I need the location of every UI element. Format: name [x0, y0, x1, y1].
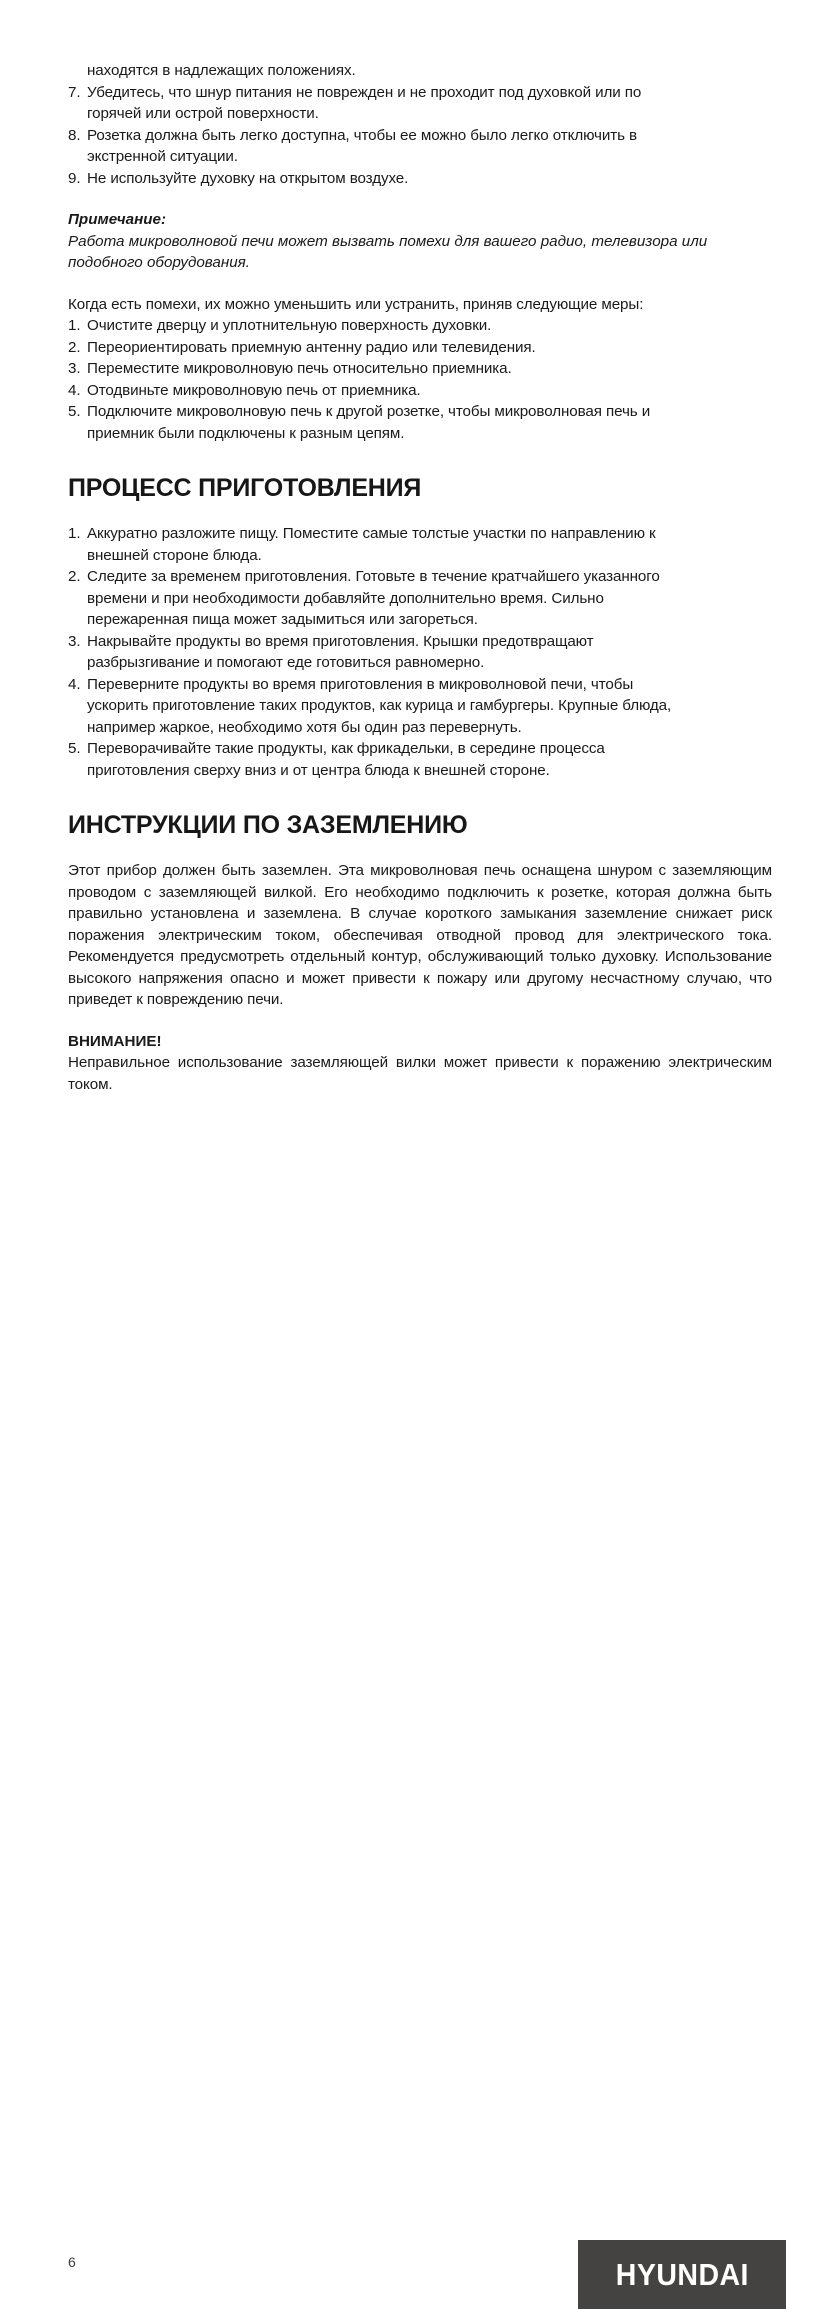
spacer [68, 503, 772, 523]
list-item-line: Переместите микроволновую печь относительно приемника. [87, 360, 512, 377]
note-body-line: подобного оборудования. [68, 254, 250, 271]
list-marker: 9. [68, 169, 81, 187]
list-marker: 3. [68, 360, 81, 377]
list-item [68, 125, 772, 168]
list-item [68, 631, 772, 674]
safety-numbered-list [68, 82, 772, 190]
list-marker: 1. [68, 525, 81, 542]
list-marker: 5. [68, 740, 81, 757]
list-item-line: Подключите микроволновую печь к другой розетке, чтобы микроволновая печь и [87, 403, 651, 420]
safety-list-section [68, 60, 772, 189]
list-item [68, 401, 772, 444]
interference-numbered-list [68, 315, 772, 444]
list-item-line: Очистите дверцу и уплотнительную поверхность духовки. [87, 317, 492, 334]
list-item-line: ускорить приготовление таких продуктов, как курица и гамбургеры. Крупные блюда, [87, 697, 672, 714]
list-marker: 8. [68, 126, 81, 144]
list-marker: 3. [68, 632, 81, 650]
list-marker: 4. [68, 675, 81, 693]
spacer [68, 189, 772, 209]
spacer [68, 444, 772, 474]
interference-section [68, 294, 772, 445]
hyundai-logo-text: HYUNDAI [615, 2256, 749, 2292]
list-marker: 2. [68, 568, 81, 585]
list-marker: 5. [68, 403, 81, 420]
page-number: 6 [68, 2254, 76, 2270]
list-marker: 2. [68, 338, 81, 356]
list-item [68, 566, 772, 631]
section-heading-grounding: ИНСТРУКЦИИ ПО ЗАЗЕМЛЕНИЮ [68, 811, 468, 839]
spacer [68, 781, 772, 811]
list-item [68, 82, 772, 125]
interference-intro: Когда есть помехи, их можно уменьшить или устранить, приняв следующие меры: [68, 295, 644, 313]
list-item [68, 337, 772, 359]
note-body-line: Работа микроволновой печи может вызвать помехи для вашего радио, телевизора или [68, 232, 708, 250]
list-item-line: Переворачивайте такие продукты, как фрикадельки, в середине процесса [87, 740, 605, 757]
hyundai-logo [578, 2240, 786, 2309]
orphan-continuation-line: находятся в надлежащих положениях. [87, 62, 356, 79]
list-item [68, 168, 772, 190]
section-heading-cooking: ПРОЦЕСС ПРИГОТОВЛЕНИЯ [68, 474, 422, 502]
list-item-line: Отодвиньте микроволновую печь от приемника. [87, 381, 421, 399]
spacer [68, 840, 772, 860]
list-item-line: Переверните продукты во время приготовления в микроволновой печи, чтобы [87, 675, 634, 693]
grounding-body-paragraph: Этот прибор должен быть заземлен. Эта микроволновая печь оснащена шнуром с заземляющим проводом с заземляющей вилкой. Его необходимо подключить к розетке, которая должна быть правильно установлена и заземлена. В случае короткого замыкания заземление снижает риск поражения электрическим током, обеспечивая отводной провод для электрического тока. Рекомендуется предусмотреть отдельный контур, обслуживающий только духовку. Использование высокого напряжения опасно и может привести к пожару или другому несчастному случаю, что приведет к повреждению печи. [68, 862, 772, 1008]
list-item-line: Накрывайте продукты во время приготовления. Крышки предотвращают [87, 632, 594, 650]
list-item-line: Розетка должна быть легко доступна, чтобы ее можно было легко отключить в [87, 126, 637, 144]
list-item-line: Аккуратно разложите пищу. Поместите самые толстые участки по направлению к [87, 525, 656, 542]
page-footer [0, 1118, 839, 2292]
list-item-line: Не используйте духовку на открытом воздухе. [87, 169, 409, 187]
list-item-line: Переориентировать приемную антенну радио или телевидения. [87, 338, 536, 356]
list-item-line: разбрызгивание и помогают еде готовиться равномерно. [87, 654, 485, 671]
list-item [68, 315, 772, 337]
warning-title: ВНИМАНИЕ! [68, 1032, 162, 1050]
list-item-line: Следите за временем приготовления. Готовьте в течение кратчайшего указанного [87, 568, 660, 585]
list-item-line: Убедитесь, что шнур питания не поврежден и не проходит под духовкой или по [87, 83, 642, 101]
list-marker: 4. [68, 381, 81, 399]
page-content [68, 60, 772, 1095]
note-title: Примечание: [68, 211, 167, 228]
list-item [68, 738, 772, 781]
list-item-line: экстренной ситуации. [87, 148, 238, 165]
list-item-line: например жаркое, необходимо хотя бы один раз перевернуть. [87, 718, 522, 736]
spacer [68, 274, 772, 294]
list-item-line: горячей или острой поверхности. [87, 105, 319, 122]
list-item [68, 523, 772, 566]
list-item-line: внешней стороне блюда. [87, 546, 262, 564]
list-item [68, 380, 772, 402]
list-item-line: приемник были подключены к разным цепям. [87, 424, 405, 442]
cooking-numbered-list [68, 523, 772, 781]
list-marker: 1. [68, 317, 81, 334]
list-item-line: пережаренная пища может задымиться или загореться. [87, 611, 478, 628]
note-block [68, 209, 772, 274]
warning-body-paragraph: Неправильное использование заземляющей вилки может привести к поражению электрическим током. [68, 1054, 772, 1093]
spacer [68, 1011, 772, 1031]
list-item-line: времени и при необходимости добавляйте дополнительно время. Сильно [87, 589, 604, 607]
list-item [68, 674, 772, 739]
list-marker: 7. [68, 83, 81, 101]
list-item [68, 358, 772, 380]
list-item-line: приготовления сверху вниз и от центра блюда к внешней стороне. [87, 761, 550, 779]
